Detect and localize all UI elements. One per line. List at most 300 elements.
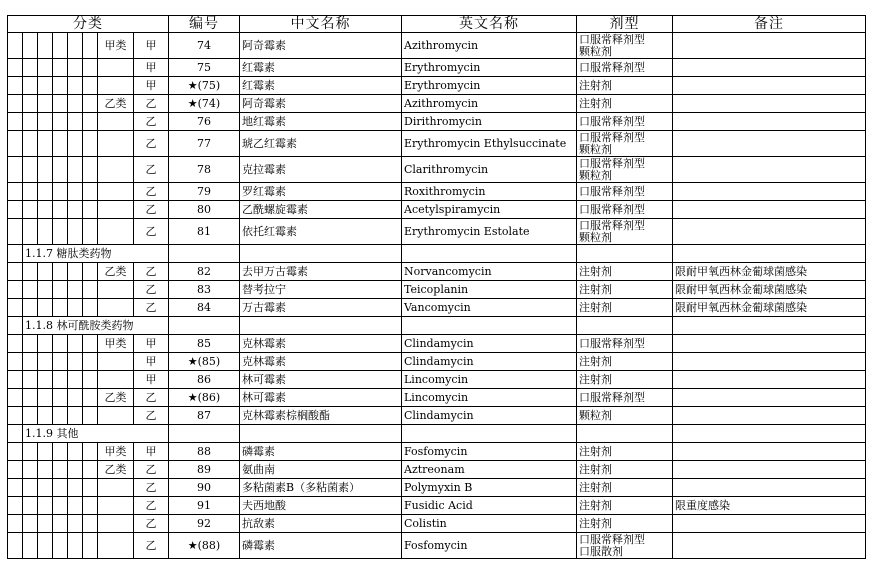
- table-row: [8, 201, 866, 219]
- form-cell: [577, 515, 673, 533]
- empty-cell: [673, 425, 866, 443]
- drug-list-table-wrapper: [7, 15, 866, 559]
- en-name-cell: Vancomycin: [402, 299, 577, 317]
- class-cell: [98, 201, 134, 219]
- note-cell: [673, 219, 866, 245]
- tree-cell: [53, 299, 68, 317]
- table-row: [8, 219, 866, 245]
- tree-cell: [23, 59, 38, 77]
- class-cell: [98, 533, 134, 559]
- tree-cell: [83, 461, 98, 479]
- tree-cell: [8, 389, 23, 407]
- en-name-cell: Clindamycin: [402, 353, 577, 371]
- tree-cell: [68, 113, 83, 131]
- tree-cell: [38, 497, 53, 515]
- tree-cell: [8, 183, 23, 201]
- tree-cell: [68, 353, 83, 371]
- tree-cell: [38, 219, 53, 245]
- cn-name-cell: 红霉素: [240, 59, 402, 77]
- empty-cell: [673, 245, 866, 263]
- en-name-cell: Polymyxin B: [402, 479, 577, 497]
- tree-cell: [83, 131, 98, 157]
- table-row: [8, 263, 866, 281]
- cn-name-cell: 抗敌素: [240, 515, 402, 533]
- code-cell: ★(75): [169, 77, 240, 95]
- tree-cell: [23, 371, 38, 389]
- tree-cell: [8, 157, 23, 183]
- form-line: 注射剂: [579, 78, 612, 92]
- tree-cell: [68, 389, 83, 407]
- tree-cell: [8, 515, 23, 533]
- form-line: 注射剂: [579, 480, 612, 494]
- grade-cell: 乙: [134, 131, 169, 157]
- tree-cell: [68, 515, 83, 533]
- form-cell: [577, 533, 673, 559]
- tree-cell: [8, 59, 23, 77]
- table-row: [8, 443, 866, 461]
- tree-cell: [23, 515, 38, 533]
- en-name-cell: Fosfomycin: [402, 533, 577, 559]
- tree-cell: [23, 183, 38, 201]
- form-line: 口服常释剂型: [579, 156, 645, 170]
- cn-name-cell: 阿奇霉素: [240, 95, 402, 113]
- tree-cell: [23, 389, 38, 407]
- tree-cell: [68, 443, 83, 461]
- tree-cell: [8, 131, 23, 157]
- en-name-cell: Lincomycin: [402, 371, 577, 389]
- grade-cell: 甲: [134, 335, 169, 353]
- tree-cell: [83, 113, 98, 131]
- tree-cell: [68, 263, 83, 281]
- tree-cell: [83, 219, 98, 245]
- tree-cell: [23, 461, 38, 479]
- form-cell: [577, 201, 673, 219]
- tree-cell: [8, 335, 23, 353]
- cn-name-cell: 依托红霉素: [240, 219, 402, 245]
- tree-cell: [68, 461, 83, 479]
- empty-cell: [673, 317, 866, 335]
- cn-name-cell: 林可霉素: [240, 371, 402, 389]
- form-cell: [577, 263, 673, 281]
- form-cell: [577, 95, 673, 113]
- section-label: 1.1.9 其他: [23, 425, 169, 443]
- tree-cell: [23, 219, 38, 245]
- class-cell: 乙类: [98, 263, 134, 281]
- form-line: 颗粒剂: [579, 142, 612, 156]
- class-cell: [98, 515, 134, 533]
- empty-cell: [577, 245, 673, 263]
- grade-cell: 乙: [134, 95, 169, 113]
- cn-name-cell: 罗红霉素: [240, 183, 402, 201]
- tree-cell: [83, 479, 98, 497]
- form-cell: [577, 219, 673, 245]
- empty-cell: [240, 425, 402, 443]
- grade-cell: 甲: [134, 59, 169, 77]
- tree-cell: [53, 263, 68, 281]
- form-line: 口服常释剂型: [579, 218, 645, 232]
- note-cell: 限耐甲氧西林金葡球菌感染: [673, 263, 866, 281]
- tree-cell: [8, 407, 23, 425]
- en-name-cell: Azithromycin: [402, 33, 577, 59]
- table-body: [8, 33, 866, 559]
- tree-cell: [23, 407, 38, 425]
- tree-cell: [38, 33, 53, 59]
- form-cell: [577, 497, 673, 515]
- grade-cell: 乙: [134, 201, 169, 219]
- tree-cell: [68, 479, 83, 497]
- header-note: 备注: [673, 16, 866, 33]
- grade-cell: 甲: [134, 77, 169, 95]
- note-cell: [673, 443, 866, 461]
- form-line: 颗粒剂: [579, 44, 612, 58]
- empty-cell: [240, 245, 402, 263]
- tree-cell: [68, 157, 83, 183]
- tree-cell: [23, 497, 38, 515]
- note-cell: [673, 131, 866, 157]
- tree-cell: [53, 353, 68, 371]
- tree-cell: [68, 335, 83, 353]
- form-cell: [577, 59, 673, 77]
- form-line: 口服常释剂型: [579, 184, 645, 198]
- en-name-cell: Dirithromycin: [402, 113, 577, 131]
- tree-cell: [8, 317, 23, 335]
- cn-name-cell: 克林霉素: [240, 335, 402, 353]
- cn-name-cell: 去甲万古霉素: [240, 263, 402, 281]
- en-name-cell: Acetylspiramycin: [402, 201, 577, 219]
- tree-cell: [83, 183, 98, 201]
- form-line: 口服常释剂型: [579, 60, 645, 74]
- en-name-cell: Aztreonam: [402, 461, 577, 479]
- tree-cell: [53, 407, 68, 425]
- table-row: [8, 157, 866, 183]
- tree-cell: [8, 77, 23, 95]
- table-row: [8, 497, 866, 515]
- tree-cell: [53, 183, 68, 201]
- en-name-cell: Erythromycin Ethylsuccinate: [402, 131, 577, 157]
- tree-cell: [38, 113, 53, 131]
- class-cell: 甲类: [98, 443, 134, 461]
- form-cell: [577, 33, 673, 59]
- tree-cell: [8, 263, 23, 281]
- drug-list-table: [7, 15, 866, 559]
- tree-cell: [68, 201, 83, 219]
- code-cell: 79: [169, 183, 240, 201]
- cn-name-cell: 乙酰螺旋霉素: [240, 201, 402, 219]
- section-row: [8, 245, 866, 263]
- tree-cell: [38, 131, 53, 157]
- code-cell: 84: [169, 299, 240, 317]
- table-row: [8, 533, 866, 559]
- code-cell: 77: [169, 131, 240, 157]
- empty-cell: [402, 425, 577, 443]
- note-cell: [673, 407, 866, 425]
- code-cell: 89: [169, 461, 240, 479]
- tree-cell: [83, 515, 98, 533]
- table-row: [8, 281, 866, 299]
- code-cell: 88: [169, 443, 240, 461]
- tree-cell: [8, 33, 23, 59]
- tree-cell: [38, 77, 53, 95]
- tree-cell: [38, 479, 53, 497]
- note-cell: [673, 113, 866, 131]
- en-name-cell: Fusidic Acid: [402, 497, 577, 515]
- tree-cell: [8, 299, 23, 317]
- tree-cell: [38, 59, 53, 77]
- en-name-cell: Fosfomycin: [402, 443, 577, 461]
- form-line: 口服常释剂型: [579, 130, 645, 144]
- tree-cell: [53, 59, 68, 77]
- cn-name-cell: 地红霉素: [240, 113, 402, 131]
- tree-cell: [53, 77, 68, 95]
- note-cell: [673, 461, 866, 479]
- en-name-cell: Erythromycin: [402, 77, 577, 95]
- grade-cell: 乙: [134, 157, 169, 183]
- cn-name-cell: 磷霉素: [240, 533, 402, 559]
- note-cell: [673, 201, 866, 219]
- tree-cell: [8, 461, 23, 479]
- grade-cell: 甲: [134, 33, 169, 59]
- en-name-cell: Erythromycin: [402, 59, 577, 77]
- tree-cell: [53, 443, 68, 461]
- code-cell: 92: [169, 515, 240, 533]
- grade-cell: 乙: [134, 497, 169, 515]
- tree-cell: [83, 371, 98, 389]
- class-cell: [98, 219, 134, 245]
- tree-cell: [23, 157, 38, 183]
- table-row: [8, 407, 866, 425]
- tree-cell: [38, 515, 53, 533]
- class-cell: [98, 371, 134, 389]
- table-row: [8, 183, 866, 201]
- code-cell: 87: [169, 407, 240, 425]
- code-cell: 91: [169, 497, 240, 515]
- table-row: [8, 59, 866, 77]
- note-cell: 限重度感染: [673, 497, 866, 515]
- tree-cell: [68, 95, 83, 113]
- form-line: 注射剂: [579, 498, 612, 512]
- tree-cell: [83, 533, 98, 559]
- code-cell: ★(74): [169, 95, 240, 113]
- en-name-cell: Lincomycin: [402, 389, 577, 407]
- form-line: 注射剂: [579, 264, 612, 278]
- section-row: [8, 425, 866, 443]
- tree-cell: [8, 219, 23, 245]
- cn-name-cell: 克林霉素: [240, 353, 402, 371]
- tree-cell: [38, 95, 53, 113]
- tree-cell: [53, 335, 68, 353]
- empty-cell: [577, 317, 673, 335]
- cn-name-cell: 多粘菌素B（多粘菌素）: [240, 479, 402, 497]
- tree-cell: [38, 371, 53, 389]
- tree-cell: [53, 515, 68, 533]
- form-line: 口服散剂: [579, 544, 623, 558]
- table-row: [8, 515, 866, 533]
- class-cell: [98, 131, 134, 157]
- cn-name-cell: 万古霉素: [240, 299, 402, 317]
- tree-cell: [83, 263, 98, 281]
- tree-cell: [83, 353, 98, 371]
- cn-name-cell: 琥乙红霉素: [240, 131, 402, 157]
- tree-cell: [83, 33, 98, 59]
- table-row: [8, 371, 866, 389]
- form-cell: [577, 299, 673, 317]
- form-line: 口服常释剂型: [579, 114, 645, 128]
- note-cell: [673, 515, 866, 533]
- cn-name-cell: 红霉素: [240, 77, 402, 95]
- note-cell: [673, 479, 866, 497]
- note-cell: [673, 95, 866, 113]
- table-row: [8, 353, 866, 371]
- tree-cell: [23, 33, 38, 59]
- note-cell: [673, 389, 866, 407]
- tree-cell: [23, 443, 38, 461]
- header-form: 剂型: [577, 16, 673, 33]
- tree-cell: [38, 299, 53, 317]
- class-cell: [98, 59, 134, 77]
- empty-cell: [240, 317, 402, 335]
- header-category: 分类: [8, 16, 169, 33]
- cn-name-cell: 克林霉素棕榈酸酯: [240, 407, 402, 425]
- en-name-cell: Norvancomycin: [402, 263, 577, 281]
- note-cell: 限耐甲氧西林金葡球菌感染: [673, 281, 866, 299]
- tree-cell: [68, 371, 83, 389]
- class-cell: 乙类: [98, 95, 134, 113]
- tree-cell: [38, 407, 53, 425]
- header-en-name: 英文名称: [402, 16, 577, 33]
- tree-cell: [83, 59, 98, 77]
- en-name-cell: Clindamycin: [402, 407, 577, 425]
- code-cell: 75: [169, 59, 240, 77]
- note-cell: [673, 371, 866, 389]
- empty-cell: [402, 245, 577, 263]
- code-cell: ★(85): [169, 353, 240, 371]
- table-row: [8, 77, 866, 95]
- tree-cell: [53, 281, 68, 299]
- tree-cell: [8, 443, 23, 461]
- form-cell: [577, 407, 673, 425]
- form-line: 口服常释剂型: [579, 202, 645, 216]
- tree-cell: [83, 157, 98, 183]
- tree-cell: [23, 353, 38, 371]
- tree-cell: [38, 353, 53, 371]
- grade-cell: 甲: [134, 443, 169, 461]
- tree-cell: [23, 263, 38, 281]
- en-name-cell: Teicoplanin: [402, 281, 577, 299]
- code-cell: 90: [169, 479, 240, 497]
- tree-cell: [38, 389, 53, 407]
- tree-cell: [8, 245, 23, 263]
- cn-name-cell: 克拉霉素: [240, 157, 402, 183]
- tree-cell: [68, 131, 83, 157]
- en-name-cell: Clarithromycin: [402, 157, 577, 183]
- class-cell: [98, 157, 134, 183]
- tree-cell: [8, 533, 23, 559]
- tree-cell: [53, 371, 68, 389]
- tree-cell: [83, 77, 98, 95]
- class-cell: 甲类: [98, 33, 134, 59]
- tree-cell: [53, 461, 68, 479]
- tree-cell: [68, 59, 83, 77]
- tree-cell: [68, 183, 83, 201]
- form-cell: [577, 461, 673, 479]
- form-line: 口服常释剂型: [579, 336, 645, 350]
- form-line: 口服常释剂型: [579, 390, 645, 404]
- tree-cell: [8, 281, 23, 299]
- tree-cell: [38, 157, 53, 183]
- class-cell: [98, 299, 134, 317]
- tree-cell: [68, 33, 83, 59]
- en-name-cell: Azithromycin: [402, 95, 577, 113]
- grade-cell: 乙: [134, 479, 169, 497]
- tree-cell: [8, 113, 23, 131]
- code-cell: 82: [169, 263, 240, 281]
- form-cell: [577, 113, 673, 131]
- empty-cell: [169, 245, 240, 263]
- form-cell: [577, 183, 673, 201]
- tree-cell: [8, 353, 23, 371]
- empty-cell: [402, 317, 577, 335]
- note-cell: [673, 33, 866, 59]
- section-label: 1.1.8 林可酰胺类药物: [23, 317, 169, 335]
- class-cell: [98, 497, 134, 515]
- class-cell: [98, 407, 134, 425]
- code-cell: 78: [169, 157, 240, 183]
- code-cell: 81: [169, 219, 240, 245]
- cn-name-cell: 磷霉素: [240, 443, 402, 461]
- note-cell: 限耐甲氧西林金葡球菌感染: [673, 299, 866, 317]
- en-name-cell: Roxithromycin: [402, 183, 577, 201]
- note-cell: [673, 59, 866, 77]
- table-row: [8, 33, 866, 59]
- tree-cell: [23, 77, 38, 95]
- code-cell: 85: [169, 335, 240, 353]
- class-cell: [98, 353, 134, 371]
- cn-name-cell: 阿奇霉素: [240, 33, 402, 59]
- tree-cell: [83, 201, 98, 219]
- tree-cell: [53, 219, 68, 245]
- tree-cell: [8, 95, 23, 113]
- tree-cell: [83, 335, 98, 353]
- form-cell: [577, 281, 673, 299]
- class-cell: 乙类: [98, 389, 134, 407]
- tree-cell: [23, 479, 38, 497]
- cn-name-cell: 氨曲南: [240, 461, 402, 479]
- form-cell: [577, 77, 673, 95]
- code-cell: 86: [169, 371, 240, 389]
- tree-cell: [8, 371, 23, 389]
- form-line: 注射剂: [579, 354, 612, 368]
- section-label: 1.1.7 糖肽类药物: [23, 245, 169, 263]
- empty-cell: [577, 425, 673, 443]
- form-line: 颗粒剂: [579, 408, 612, 422]
- code-cell: ★(88): [169, 533, 240, 559]
- note-cell: [673, 335, 866, 353]
- tree-cell: [68, 77, 83, 95]
- tree-cell: [53, 497, 68, 515]
- form-cell: [577, 353, 673, 371]
- form-cell: [577, 131, 673, 157]
- form-cell: [577, 443, 673, 461]
- tree-cell: [23, 281, 38, 299]
- form-cell: [577, 371, 673, 389]
- tree-cell: [38, 335, 53, 353]
- grade-cell: 乙: [134, 281, 169, 299]
- tree-cell: [8, 425, 23, 443]
- empty-cell: [169, 425, 240, 443]
- form-line: 口服常释剂型: [579, 32, 645, 46]
- empty-cell: [169, 317, 240, 335]
- form-line: 注射剂: [579, 516, 612, 530]
